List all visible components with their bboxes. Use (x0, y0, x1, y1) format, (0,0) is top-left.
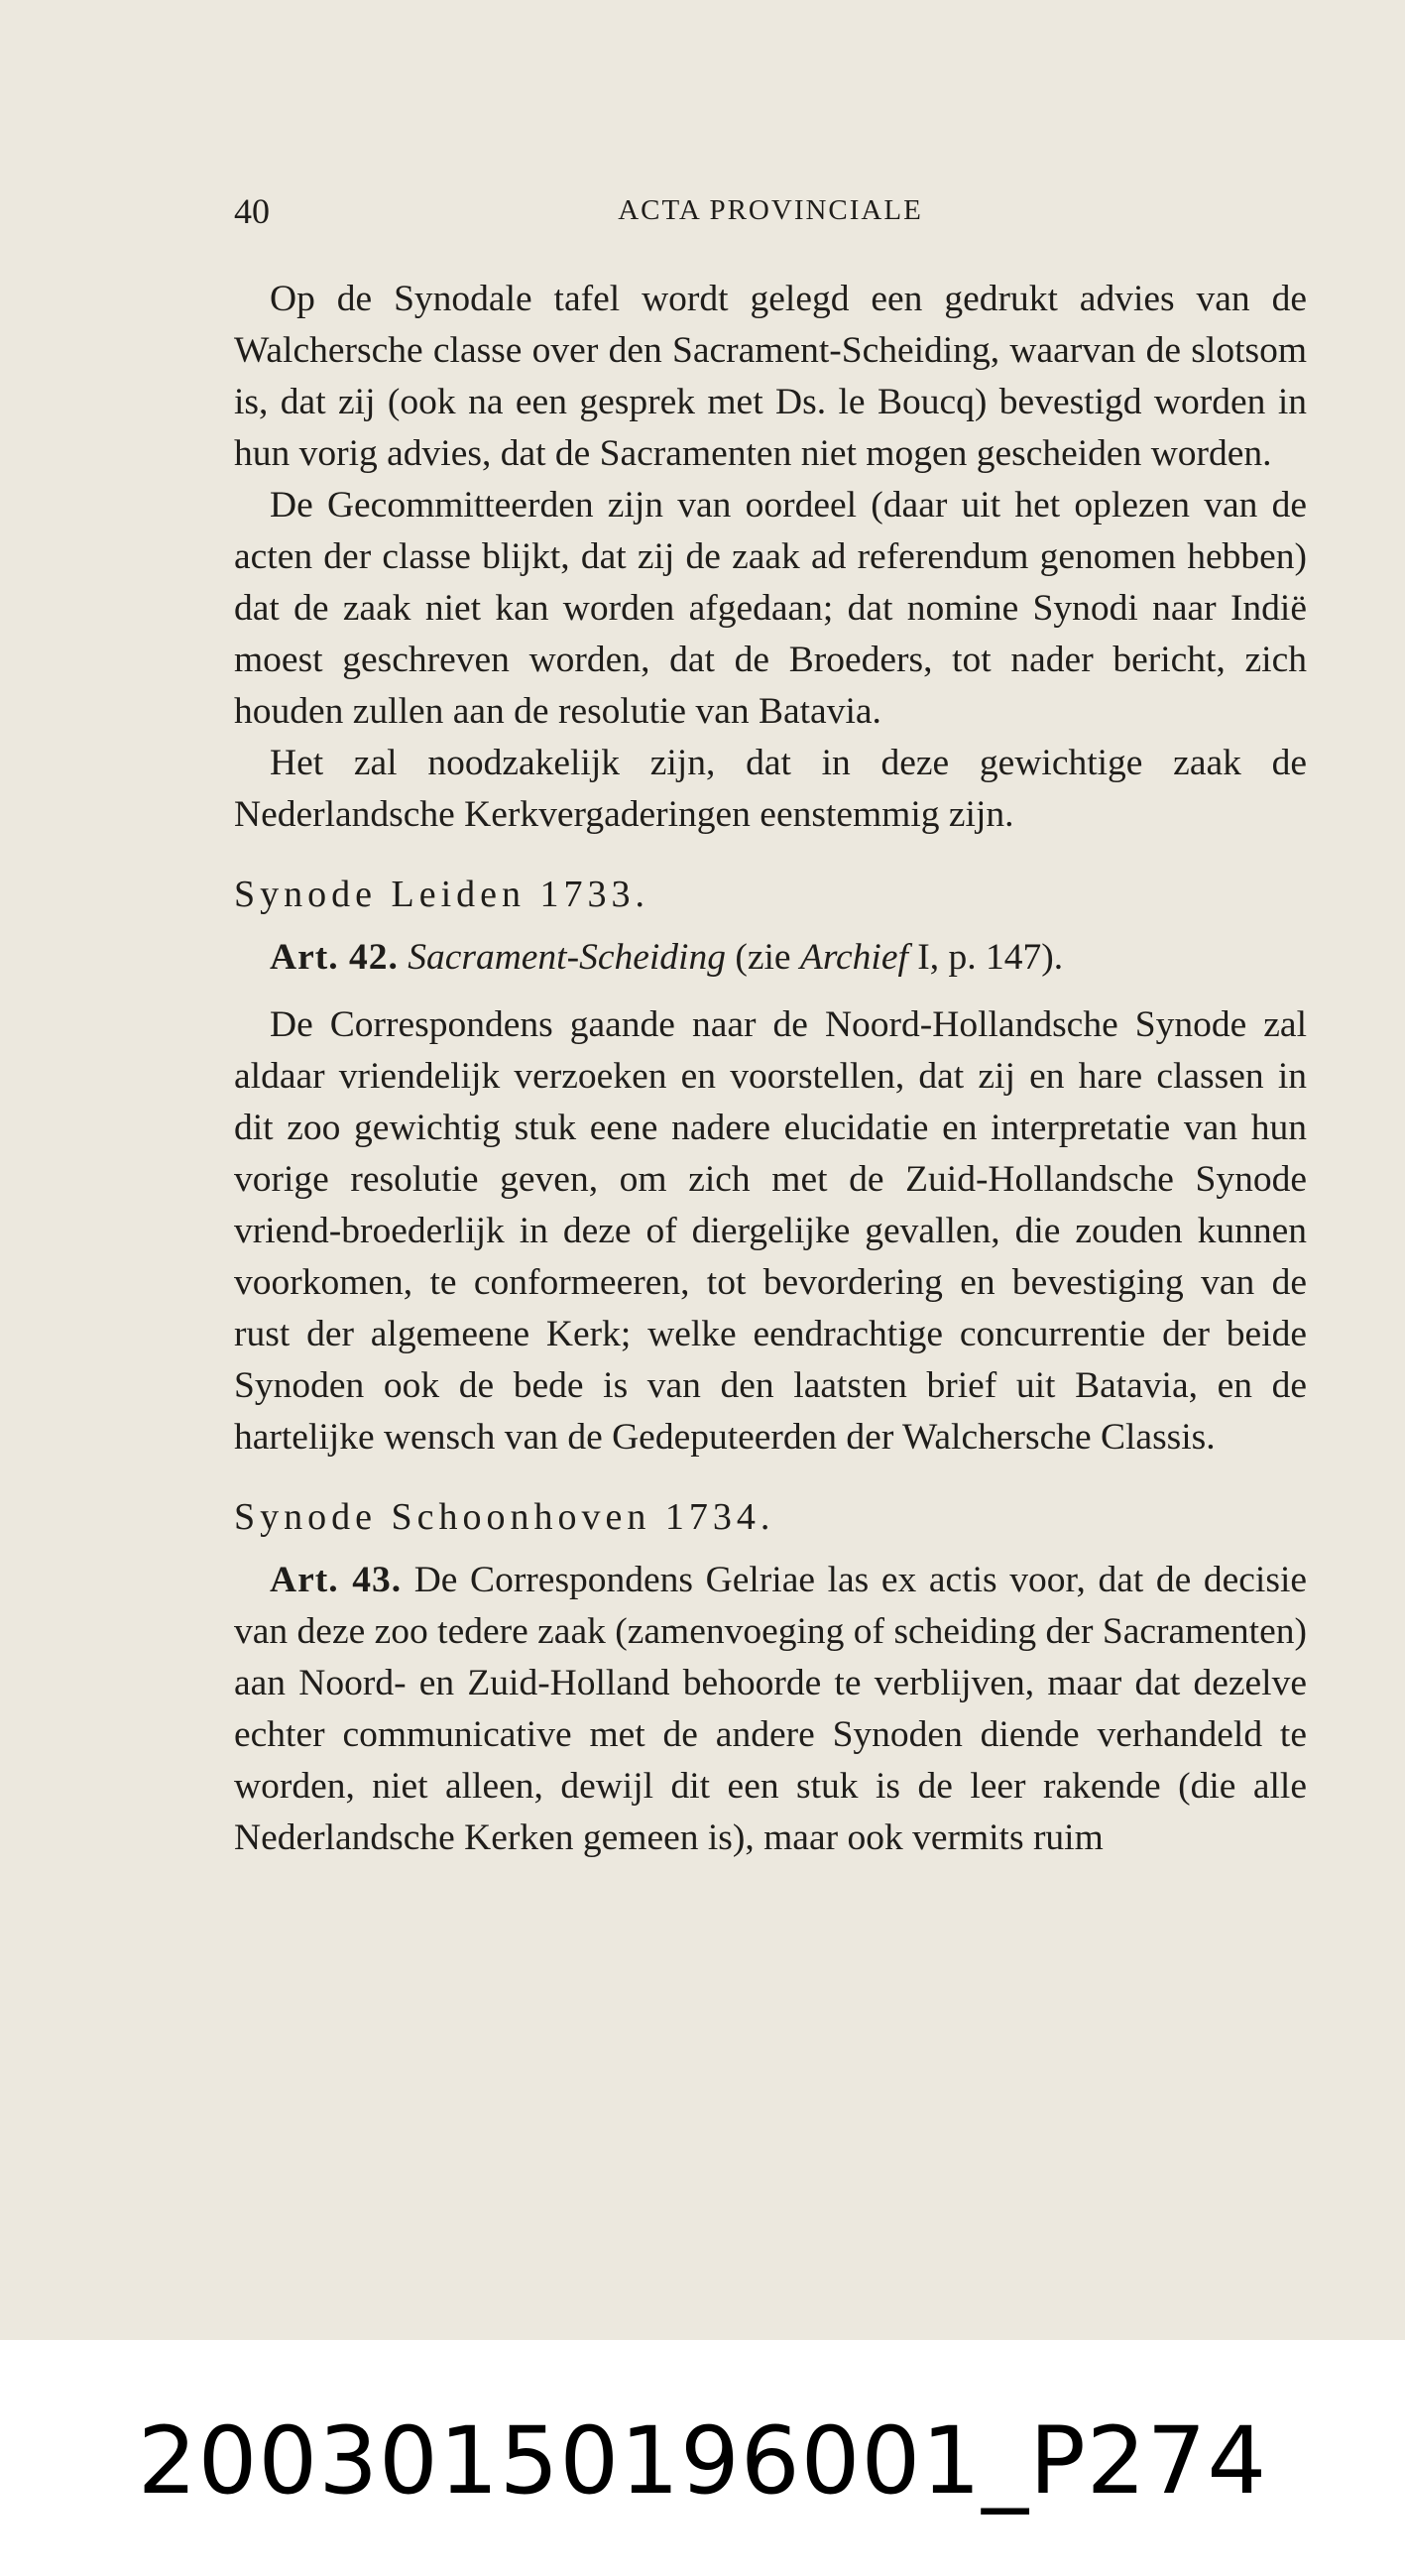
article-43-number: Art. 43. (270, 1560, 403, 1600)
article-42-number: Art. 42. (270, 937, 399, 978)
article-42-body: De Correspondens gaande naar de Noord-Hollandsche Synode zal aldaar vriendelijk verzoeken en voorstellen, dat zij en hare classen in dit zoo gewichtig stuk eene nadere elucidatie en interpretatie van hun vorige resolutie geven, om zich met de Zuid-Hollandsche Synode vriend-broederlijk in deze of diergelijke gevallen, die zouden kunnen voorkomen, te conformeeren, tot bevordering en bevestiging van de rust der algemeene Kerk; welke eendrachtige concurrentie der beide Synoden ook de bede is van den laatsten brief uit Batavia, en de hartelijke wensch van de Gedeputeerden der Walchersche Classis. (234, 1004, 1307, 1458)
paragraph-committee-opinion: De Gecommitteerden zijn van oordeel (daar uit het oplezen van de acten der classe blijkt, dat zij de zaak ad referendum genomen hebben) dat de zaak niet kan worden afgedaan; dat nomine Synodi naar Indië moest geschreven worden, dat de Broeders, tot nader bericht, zich houden zullen aan de resolutie van Batavia. (234, 485, 1307, 732)
section-heading-schoonhoven: Synode Schoonhoven 1734. (234, 1496, 775, 1538)
article-43-body: De Correspondens Gelriae las ex actis voor, dat de decisie van deze zoo tedere zaak (zamenvoeging of scheiding der Sacramenten) aan Noord- en Zuid-Holland behoorde te verblijven, maar dat dezelve echter communicative met de andere Synoden diende verhandeld te worden, niet alleen, dewijl dit een stuk is de leer rakende (die alle Nederlandsche Kerken gemeen is), maar ook vermits ruim (234, 1560, 1308, 1858)
footer-band (0, 2340, 1405, 2576)
image-identifier: 20030150196001_P274 (137, 2407, 1268, 2516)
running-head (234, 190, 1307, 234)
article-42-reference-title: Archief (799, 937, 908, 978)
article-42-heading (234, 932, 1307, 984)
article-43-paragraph (234, 1555, 1307, 1864)
running-title: ACTA PROVINCIALE (618, 194, 923, 226)
paragraph-unanimity: Het zal noodzakelijk zijn, dat in deze gewichtige zaak de Nederlandsche Kerkvergaderingen eenstemmig zijn. (234, 743, 1307, 835)
article-42-title: Sacrament-Scheiding (408, 937, 726, 978)
section-heading-leiden: Synode Leiden 1733. (234, 874, 650, 915)
paragraph-sacrament-advice: Op de Synodale tafel wordt gelegd een gedrukt advies van de Walchersche classe over den Sacrament-Scheiding, waarvan de slotsom is, dat zij (ook na een gesprek met Ds. le Boucq) bevestigd worden in hun vorig advies, dat de Sacramenten niet mogen gescheiden worden. (234, 279, 1307, 474)
article-42-reference-open: (zie (735, 937, 791, 978)
article-42-reference-page: I, p. 147). (917, 937, 1064, 978)
page-number: 40 (234, 191, 270, 231)
page-body (234, 274, 1307, 1864)
